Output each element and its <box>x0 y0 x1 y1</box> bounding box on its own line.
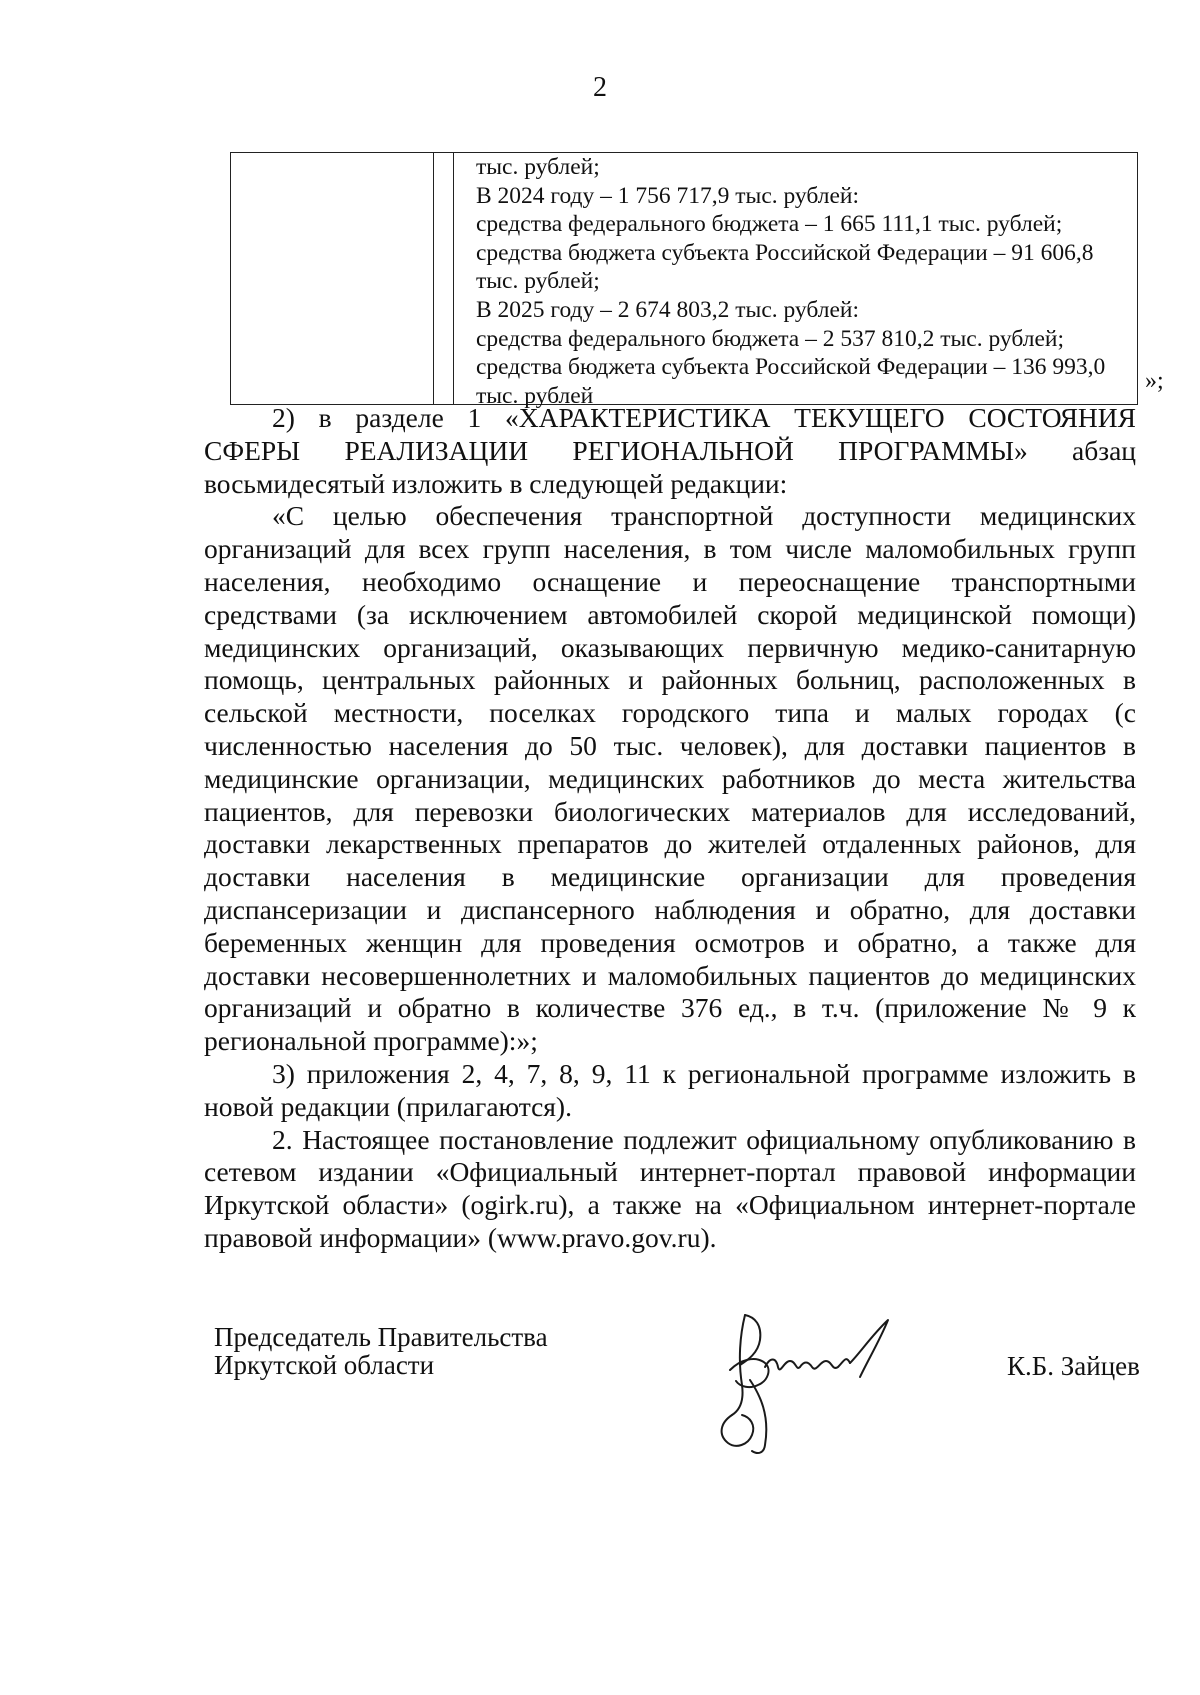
signer-title-line: Иркутской области <box>214 1350 435 1380</box>
paragraph-quoted-text: «С целью обеспечения транспортной доступности медицинских организаций для всех групп населения, в том числе маломобильных групп населения, необходимо оснащение и переоснащение транспортными средствами (за исключением автомобилей скорой медицинской помощи) медицинских организаций, оказывающих первичную медико-санитарную помощь, центральных районных и районных больниц, расположенных в сельской местности, поселках городского типа и малых городах (с численностью населения до 50 тыс. человек), для доставки пациентов в медицинские организации, медицинских работников до места жительства пациентов, для перевозки биологических материалов для исследований, доставки лекарственных препаратов до жителей отдаленных районов, для доставки населения в медицинские организации для проведения диспансеризации и диспансерного наблюдения и обратно, для доставки беременных женщин для проведения осмотров и обратно, а также для доставки несовершеннолетних и маломобильных пациентов до медицинских организаций и обратно в количестве 376 ед., в т.ч. (приложение № 9 к региональной программе):»; <box>204 500 1136 1057</box>
table-column-divider <box>433 153 434 404</box>
signer-title <box>214 1323 548 1379</box>
budget-table <box>230 152 1138 409</box>
closing-quote-mark: »; <box>1145 368 1164 394</box>
signer-name: К.Б. Зайцев <box>1007 1351 1140 1381</box>
handwritten-signature <box>710 1305 930 1460</box>
table-line: средства бюджета субъекта Российской Федерации – 91 606,8 <box>476 239 1094 266</box>
table-line: средства федерального бюджета – 2 537 810,2 тыс. рублей; <box>476 325 1064 352</box>
paragraph-item-3: 3) приложения 2, 4, 7, 8, 9, 11 к региональной программе изложить в новой редакции (прилагаются). <box>204 1057 1136 1122</box>
table-line: В 2025 году – 2 674 803,2 тыс. рублей: <box>476 296 860 323</box>
table-line: средства федерального бюджета – 1 665 111,1 тыс. рублей; <box>476 211 1063 238</box>
paragraph-publication: 2. Настоящее постановление подлежит официальному опубликованию в сетевом издании «Официальный интернет-портал правовой информации Иркутской области» (ogirk.ru), а также на «Официальном интернет-портале правовой информации» (www.pravo.gov.ru). <box>204 1123 1136 1253</box>
signer-title-line: Председатель Правительства <box>214 1322 548 1352</box>
table-line: средства бюджета субъекта Российской Федерации – 136 993,0 <box>476 354 1106 381</box>
table-line: В 2024 году – 1 756 717,9 тыс. рублей: <box>476 182 860 209</box>
table-line: тыс. рублей; <box>476 154 600 180</box>
page-number: 2 <box>593 72 607 103</box>
table-line: тыс. рублей <box>476 382 594 409</box>
funding-cell <box>476 153 1127 410</box>
document-body <box>204 402 1136 1255</box>
paragraph-item-2: 2) в разделе 1 «ХАРАКТЕРИСТИКА ТЕКУЩЕГО СОСТОЯНИЯ СФЕРЫ РЕАЛИЗАЦИИ РЕГИОНАЛЬНОЙ ПРОГРАММЫ» абзац восьмидесятый изложить в следующей редакции: <box>204 402 1136 499</box>
table-line: тыс. рублей; <box>476 268 600 295</box>
table-column-divider <box>453 153 454 404</box>
